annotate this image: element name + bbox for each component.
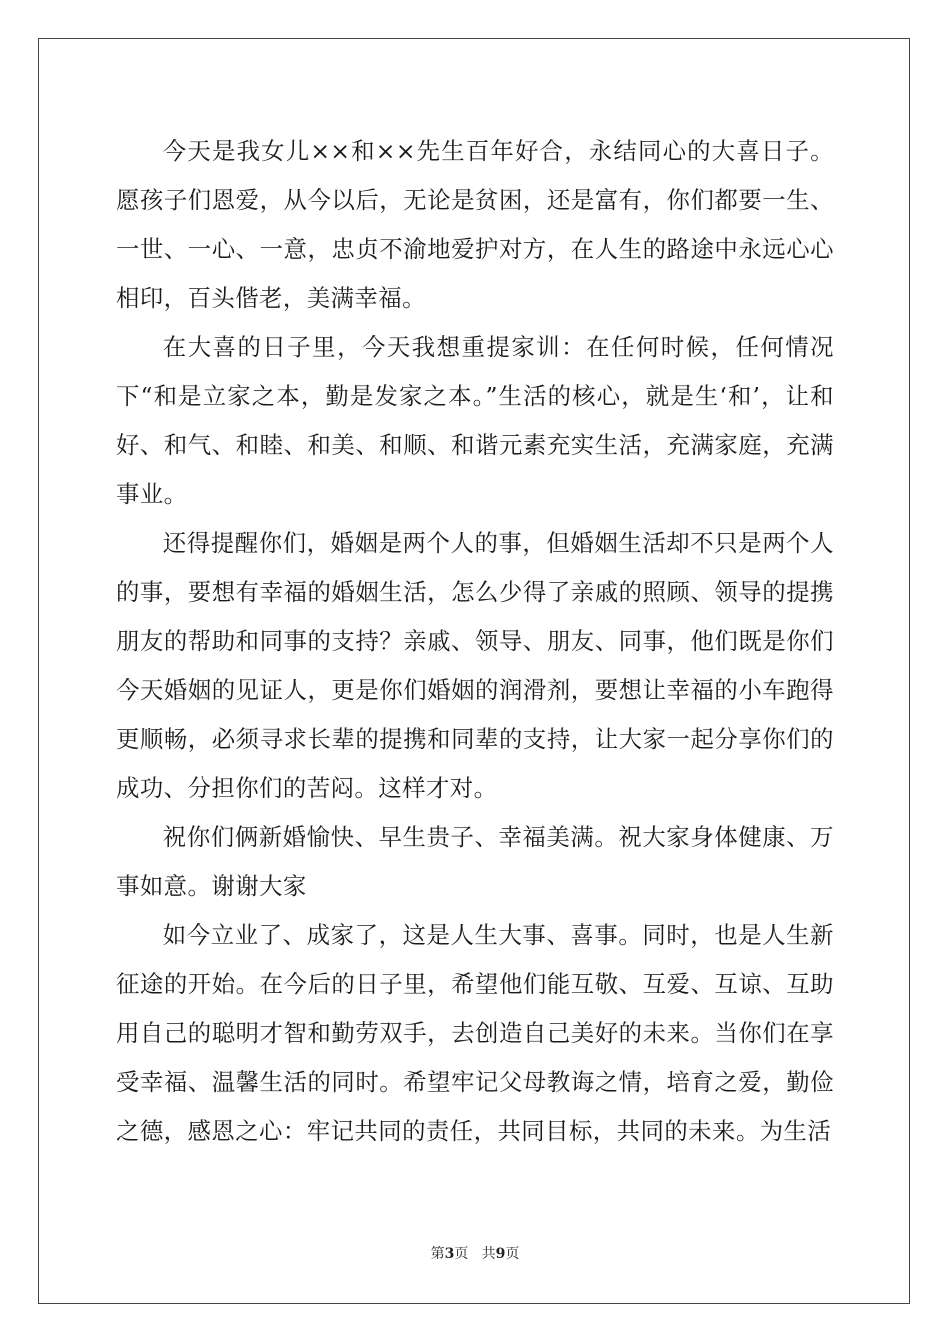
paragraph: 还得提醒你们，婚姻是两个人的事，但婚姻生活却不只是两个人的事，要想有幸福的婚姻生活，怎么少得了亲戚的照顾、领导的提携朋友的帮助和同事的支持？亲戚、领导、朋友、同事，他们既是你们今天婚姻的见证人，更是你们婚姻的润滑剂，要想让幸福的小车跑得更顺畅，必须寻求长辈的提携和同辈的支持，让大家一起分享你们的成功、分担你们的苦闷。这样才对。	[116, 529, 834, 802]
page-suffix: 页	[454, 1246, 469, 1262]
paragraph: 在大喜的日子里，今天我想重提家训：在任何时候，任何情况下“和是立家之本，勤是发家之本。”生活的核心，就是生‘和’，让和好、和气、和睦、和美、和顺、和谐元素充实生活，充满家庭，充满事业。	[116, 333, 834, 508]
paragraph: 如今立业了、成家了，这是人生大事、喜事。同时，也是人生新征途的开始。在今后的日子里，希望他们能互敬、互爱、互谅、互助用自己的聪明才智和勤劳双手，去创造自己美好的未来。当你们在享受幸福、温馨生活的同时。希望牢记父母教诲之情，培育之爱，勤俭之德，感恩之心：牢记共同的责任，共同目标，共同的未来。为生活	[116, 921, 834, 1145]
page-number: 3	[444, 1246, 455, 1262]
document-body	[116, 127, 834, 1156]
total-pages: 9	[495, 1246, 506, 1262]
total-suffix: 页	[505, 1246, 520, 1262]
total-prefix: 共	[481, 1246, 496, 1262]
page-prefix: 第	[430, 1246, 445, 1262]
paragraph: 祝你们俩新婚愉快、早生贵子、幸福美满。祝大家身体健康、万事如意。谢谢大家	[116, 823, 834, 900]
page-footer	[0, 1244, 950, 1264]
paragraph: 今天是我女儿××和××先生百年好合，永结同心的大喜日子。愿孩子们恩爱，从今以后，无论是贫困，还是富有，你们都要一生、一世、一心、一意，忠贞不渝地爱护对方，在人生的路途中永远心心相印，百头偕老，美满幸福。	[116, 137, 834, 312]
